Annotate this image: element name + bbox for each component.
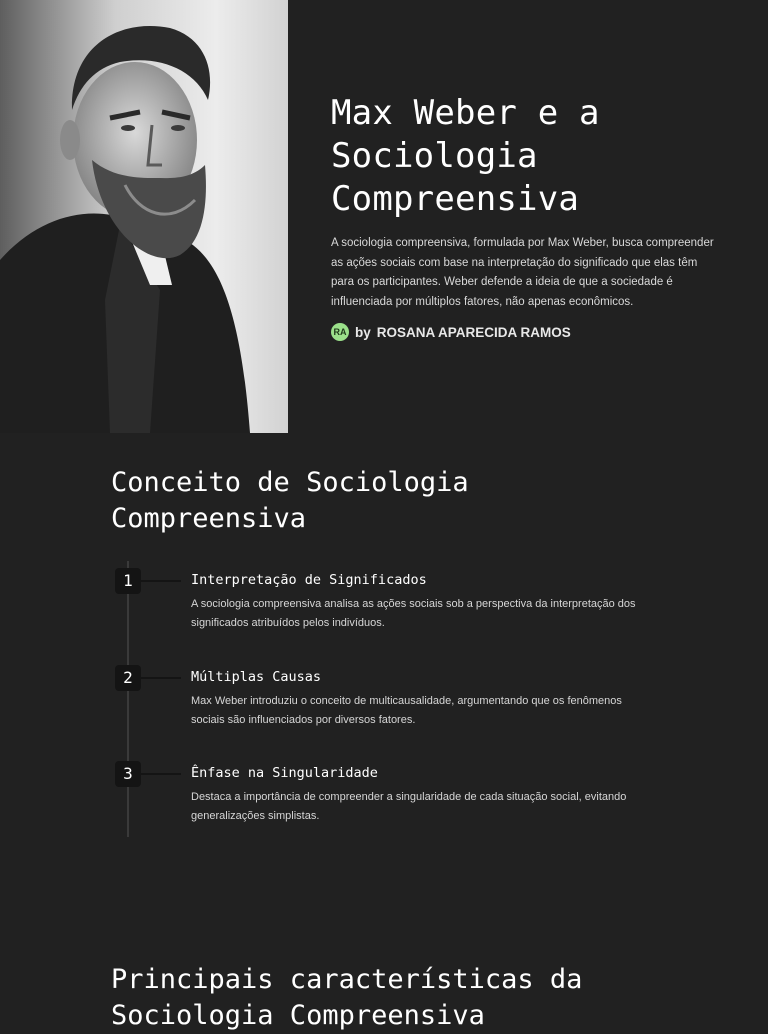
step-description: A sociologia compreensiva analisa as ações sociais sob a perspectiva da interpretação dos significados atribuídos pelos indivíduos. [191,598,636,629]
step-title: Interpretação de Significados [191,572,427,588]
section-title-conceito: Conceito de Sociologia Compreensiva [111,467,469,534]
step-description: Max Weber introduziu o conceito de multicausalidade, argumentando que os fenômenos sociais são influenciados por diversos fatores. [191,695,622,726]
section-title-caracteristicas: Principais características da Sociologia Compreensiva [111,964,583,1031]
max-weber-portrait [0,0,288,433]
author-avatar: RA [331,323,349,341]
hero-description: A sociologia compreensiva, formulada por Max Weber, busca compreender as ações sociais com base na interpretação do significado que elas têm para os participantes. Weber defende a ideia de que a sociedade é influenciada por múltiplos fatores, não apenas econômicos. [331,237,714,308]
step-title: Ênfase na Singularidade [191,765,378,781]
author-byline [331,322,571,342]
step-title: Múltiplas Causas [191,669,322,685]
step-number-badge: 2 [115,665,141,691]
step-description: Destaca a importância de compreender a singularidade de cada situação social, evitando generalizações simplistas. [191,791,627,822]
byline-prefix: by [355,324,371,340]
portrait-image [0,0,288,433]
step-connector [141,773,181,775]
step-number-badge: 3 [115,761,141,787]
hero-title: Max Weber e a Sociologia Compreensiva [331,93,600,219]
timeline-line [127,561,129,837]
author-name: ROSANA APARECIDA RAMOS [376,324,571,340]
step-number-badge: 1 [115,568,141,594]
step-connector [141,677,181,679]
step-connector [141,580,181,582]
